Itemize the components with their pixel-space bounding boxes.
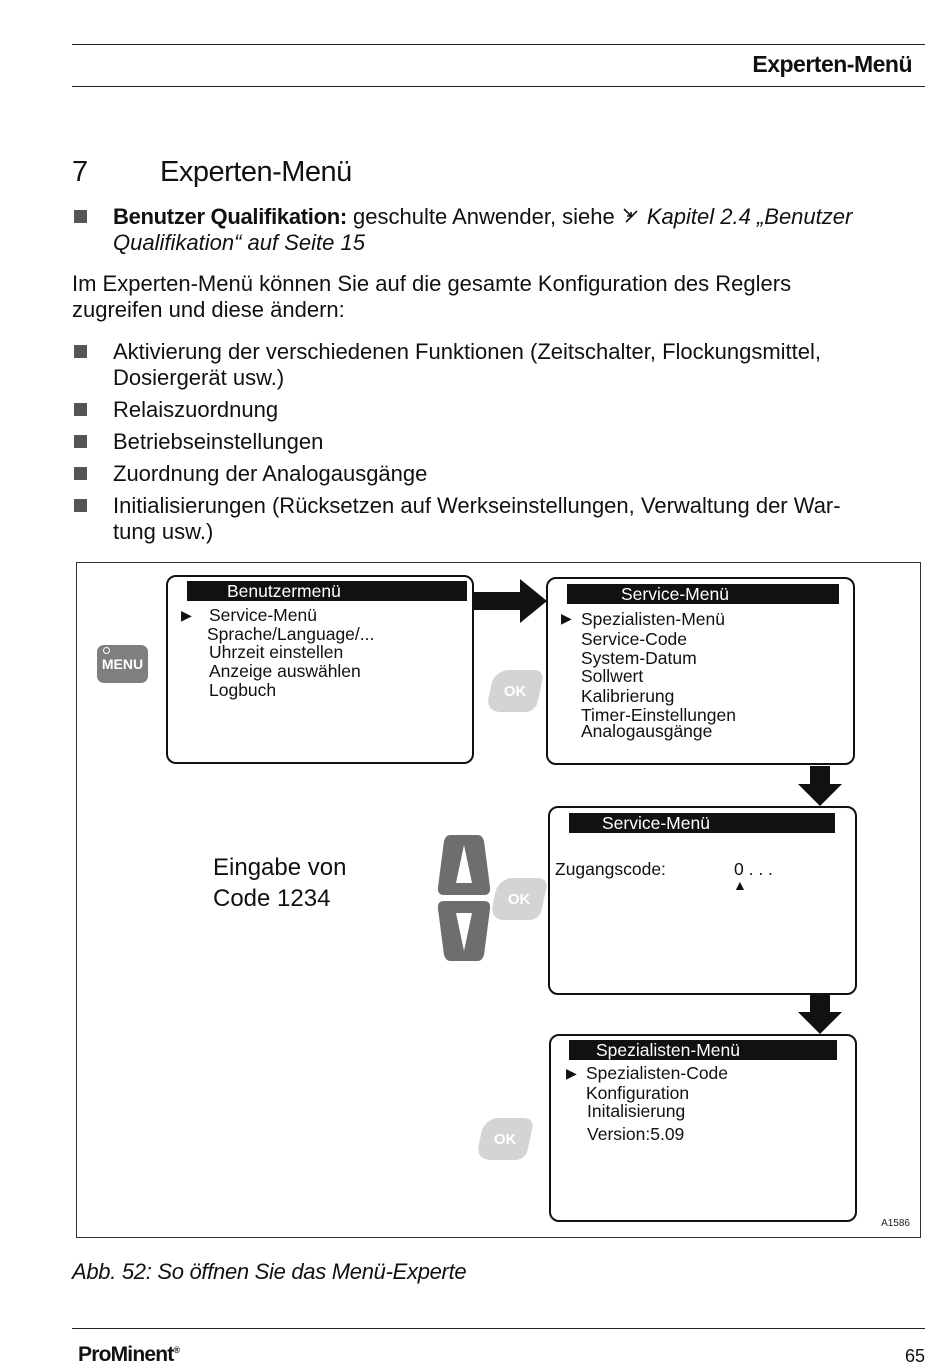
ok-button[interactable]: OK <box>476 1118 535 1160</box>
qualification-link-cont[interactable]: Qualifikation“ auf Seite 15 <box>113 230 365 255</box>
bullet-square-icon <box>74 403 87 416</box>
menu-item[interactable]: Konfiguration <box>586 1083 690 1103</box>
version-text: Version:5.09 <box>587 1124 685 1144</box>
menu-item[interactable]: Kalibrierung <box>581 686 675 706</box>
header-top-rule <box>72 44 925 45</box>
menu-item[interactable]: Service-Menü <box>209 605 317 625</box>
page-number: 65 <box>904 1346 925 1366</box>
bullet-square-icon <box>74 210 87 223</box>
ok-button[interactable]: OK <box>486 670 545 712</box>
bullet-square-icon <box>74 467 87 480</box>
cross-reference-icon <box>621 206 641 226</box>
selection-arrow-icon: ▶ <box>566 1065 577 1081</box>
screen-title: Service-Menü <box>567 584 839 604</box>
access-code-label: Zugangscode: <box>555 859 666 879</box>
menu-item[interactable]: Analogausgänge <box>581 721 713 741</box>
cursor-up-icon: ▲ <box>733 877 747 893</box>
bullet-square-icon <box>74 499 87 512</box>
qualification-text: geschulte Anwender, siehe <box>346 204 621 229</box>
selection-arrow-icon: ▶ <box>561 610 572 626</box>
intro-paragraph <box>72 271 932 323</box>
menu-item[interactable]: Service-Code <box>581 629 688 649</box>
down-key-icon[interactable] <box>438 901 490 961</box>
menu-item[interactable]: System-Datum <box>581 648 697 668</box>
screen-title: Spezialisten-Menü <box>569 1040 837 1060</box>
ok-button[interactable]: OK <box>490 878 549 920</box>
intro-line-1: Im Experten-Menü können Sie auf die gesamte Konfiguration des Reglers <box>72 271 792 296</box>
screen-spezialisten-menu <box>549 1034 857 1222</box>
menu-item[interactable]: Initalisierung <box>587 1101 686 1121</box>
bullet-square-icon <box>74 435 87 448</box>
menu-item[interactable]: Anzeige auswählen <box>209 661 361 681</box>
chapter-title: Experten-Menü <box>160 156 352 188</box>
bullet-square-icon <box>74 345 87 358</box>
screen-access-code <box>548 806 857 995</box>
menu-item[interactable]: Logbuch <box>209 680 277 700</box>
up-down-keys <box>436 833 492 965</box>
access-code-value[interactable]: 0 . . . <box>734 859 773 879</box>
qualification-link[interactable]: Kapitel 2.4 „Benutzer <box>646 204 853 229</box>
arrow-down-icon <box>797 992 843 1036</box>
menu-item[interactable]: Spezialisten-Menü <box>581 609 725 629</box>
selection-arrow-icon: ▶ <box>181 607 192 623</box>
intro-line-2: zugreifen und diese ändern: <box>72 297 345 322</box>
screen-title: Service-Menü <box>569 813 835 833</box>
code-instruction: Eingabe von Code 1234 <box>213 854 347 912</box>
menu-item[interactable]: Sprache/Language/... <box>207 624 375 644</box>
figure-id: A1586 <box>881 1218 910 1229</box>
led-icon <box>103 647 110 654</box>
menu-item[interactable]: Timer-Einstellungen <box>581 705 736 725</box>
qualification-label: Benutzer Qualifikation: <box>113 204 347 229</box>
footer-rule <box>72 1328 925 1329</box>
up-key-icon[interactable] <box>438 835 490 895</box>
menu-item[interactable]: Uhrzeit einstellen <box>209 642 344 662</box>
screen-service-menu <box>546 577 855 765</box>
figure-caption: Abb. 52: So öffnen Sie das Menü-Experte <box>72 1259 467 1284</box>
menu-button[interactable]: MENU <box>97 645 148 683</box>
arrow-right-icon <box>472 579 552 625</box>
running-header-title: Experten-Menü <box>752 51 912 77</box>
screen-title: Benutzermenü <box>187 581 467 601</box>
arrow-down-icon <box>797 764 843 808</box>
menu-item[interactable]: Spezialisten-Code <box>586 1063 729 1083</box>
screen-benutzermenu <box>166 575 474 764</box>
prominent-logo: ProMinent® <box>78 1343 180 1366</box>
chapter-number: 7 <box>72 156 89 188</box>
menu-item[interactable]: Sollwert <box>581 666 644 686</box>
header-bottom-rule <box>72 86 925 87</box>
